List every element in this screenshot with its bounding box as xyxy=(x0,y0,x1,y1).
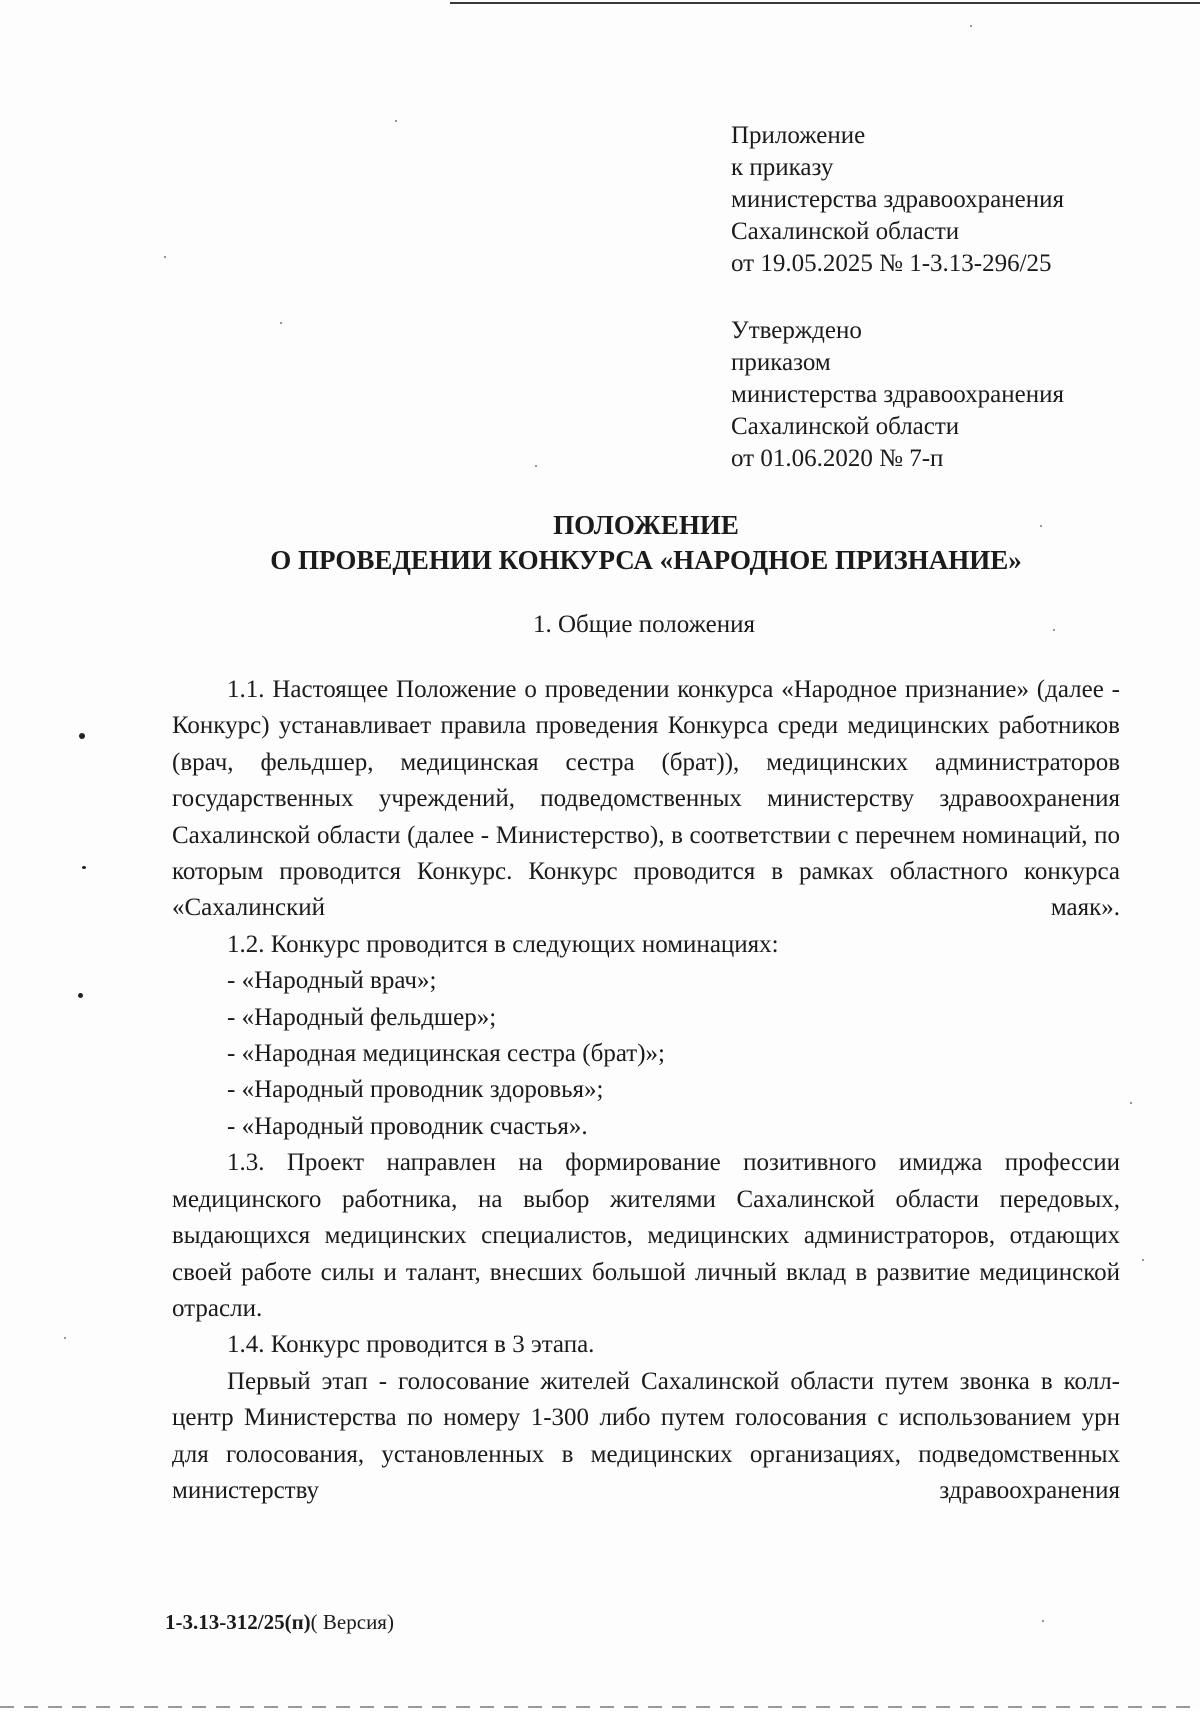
document-body xyxy=(172,672,1120,1509)
nomination-item: - «Народный проводник здоровья»; xyxy=(227,1076,604,1104)
scan-speck xyxy=(1040,525,1042,527)
scan-top-edge xyxy=(450,2,1200,4)
paragraph-stage-1: Первый этап - голосование жителей Сахалинской области путем звонка в колл-центр Министерства по номеру 1-300 либо путем голосования с использованием урн для голосования, установленных в медицинских организациях, подведомственных министерству здравоохранения xyxy=(172,1367,1120,1504)
document-title xyxy=(0,508,1200,578)
title-line: ПОЛОЖЕНИЕ xyxy=(553,510,739,540)
scan-dot xyxy=(82,866,86,869)
approval-line: Сахалинской области xyxy=(731,413,960,440)
paragraph-1-1: 1.1. Настоящее Положение о проведении конкурса «Народное признание» (далее - Конкурс) устанавливает правила проведения Конкурса среди медицинских работников (врач, фельдшер, медицинская сестра (брат)), медицинских администраторов государственных учреждений, подведомственных министерству здравоохранения Сахалинской области (далее - Министерство), в соответствии с перечнем номинаций, по которым проводится Конкурс. Конкурс проводится в рамках областного конкурса «Сахалинский маяк». xyxy=(172,676,1120,922)
nomination-item: - «Народный проводник счастья». xyxy=(227,1112,588,1140)
nomination-item: - «Народный фельдшер»; xyxy=(227,1003,497,1031)
scan-speck xyxy=(1142,1259,1144,1261)
scan-speck xyxy=(1042,1620,1044,1622)
nomination-item: - «Народный врач»; xyxy=(227,967,437,995)
paragraph-1-4: 1.4. Конкурс проводится в 3 этапа. xyxy=(227,1331,595,1359)
scan-speck xyxy=(535,465,537,467)
appendix-line: министерства здравоохранения xyxy=(731,186,1064,213)
document-number: 1-3.13-312/25(п) xyxy=(165,1610,311,1634)
scan-speck xyxy=(970,25,972,27)
section-heading: 1. Общие положения xyxy=(533,611,755,638)
paragraph-1-2: 1.2. Конкурс проводится в следующих номинациях: xyxy=(227,930,779,958)
scan-speck xyxy=(280,322,282,324)
scan-dot xyxy=(78,993,83,998)
scan-dot xyxy=(79,733,85,739)
scan-bottom-edge xyxy=(0,1706,1200,1708)
scan-speck xyxy=(64,1337,66,1339)
scan-speck xyxy=(164,256,166,258)
appendix-order-date: от 19.05.2025 № 1-3.13-296/25 xyxy=(731,250,1052,277)
title-line: О ПРОВЕДЕНИИ КОНКУРСА «НАРОДНОЕ ПРИЗНАНИЕ» xyxy=(270,545,1022,575)
nomination-item: - «Народная медицинская сестра (брат)»; xyxy=(227,1040,665,1068)
paragraph-1-3: 1.3. Проект направлен на формирование позитивного имиджа профессии медицинского работника, на выбор жителями Сахалинской области передовых, выдающихся медицинских специалистов, медицинских администраторов, отдающих своей работе силы и талант, внесших большой личный вклад в развитие медицинской отрасли. xyxy=(172,1149,1120,1322)
appendix-line: Сахалинской области xyxy=(731,218,960,245)
approval-block xyxy=(731,315,1064,475)
scan-speck xyxy=(395,120,397,122)
scan-speck xyxy=(1130,1102,1132,1104)
document-footer xyxy=(165,1610,394,1635)
approval-line: Утверждено xyxy=(731,317,862,344)
appendix-line: к приказу xyxy=(731,154,834,181)
appendix-block xyxy=(731,120,1064,280)
document-version: ( Версия) xyxy=(310,1610,394,1634)
scan-speck xyxy=(1053,629,1055,631)
appendix-line: Приложение xyxy=(731,122,866,149)
approval-line: министерства здравоохранения xyxy=(731,381,1064,408)
approval-order-date: от 01.06.2020 № 7-п xyxy=(731,445,944,472)
approval-line: приказом xyxy=(731,349,831,376)
